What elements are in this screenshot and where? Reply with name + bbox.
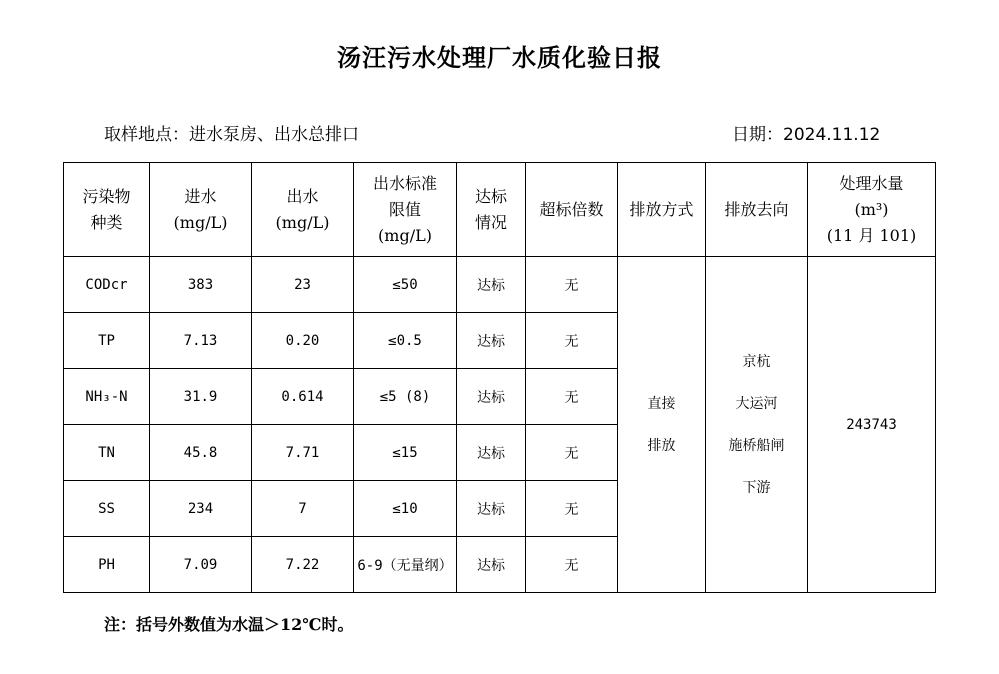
status-cell: 达标 [457,537,526,593]
effluent-cell: 0.614 [252,369,354,425]
standard-cell: ≤10 [354,481,457,537]
exceed-cell: 无 [526,257,618,313]
influent-cell: 45.8 [150,425,252,481]
discharge-method-cell: 直接 排放 [618,257,706,593]
standard-cell: 6-9（无量纲） [354,537,457,593]
effluent-cell: 0.20 [252,313,354,369]
water-quality-table [63,162,936,593]
sampling-location: 取样地点：进水泵房、出水总排口 [104,125,359,145]
influent-cell: 383 [150,257,252,313]
pollutant-cell: NH₃-N [64,369,150,425]
exceed-cell: 无 [526,537,618,593]
header-method: 排放方式 [618,163,706,257]
standard-cell: ≤0.5 [354,313,457,369]
header-volume: 处理水量 (m³) (11 月 101) [808,163,936,257]
standard-cell: ≤15 [354,425,457,481]
influent-cell: 234 [150,481,252,537]
header-pollutant: 污染物 种类 [64,163,150,257]
pollutant-cell: TP [64,313,150,369]
header-exceed: 超标倍数 [526,163,618,257]
standard-cell: ≤50 [354,257,457,313]
header-standard: 出水标准 限值 (mg/L) [354,163,457,257]
effluent-cell: 23 [252,257,354,313]
influent-cell: 7.09 [150,537,252,593]
effluent-cell: 7.22 [252,537,354,593]
header-influent: 进水 (mg/L) [150,163,252,257]
status-cell: 达标 [457,425,526,481]
pollutant-cell: CODcr [64,257,150,313]
report-title: 汤汪污水处理厂水质化验日报 [337,44,662,72]
header-effluent: 出水 (mg/L) [252,163,354,257]
pollutant-cell: TN [64,425,150,481]
report-date: 日期：2024.11.12 [732,125,881,145]
standard-cell: ≤5 (8) [354,369,457,425]
header-status: 达标 情况 [457,163,526,257]
header-row [64,163,936,257]
influent-cell: 31.9 [150,369,252,425]
discharge-direction-cell: 京杭 大运河 施桥船闸 下游 [706,257,808,593]
status-cell: 达标 [457,257,526,313]
treated-volume-cell: 243743 [808,257,936,593]
status-cell: 达标 [457,481,526,537]
status-cell: 达标 [457,313,526,369]
table-row [64,257,936,313]
effluent-cell: 7.71 [252,425,354,481]
pollutant-cell: SS [64,481,150,537]
influent-cell: 7.13 [150,313,252,369]
exceed-cell: 无 [526,313,618,369]
effluent-cell: 7 [252,481,354,537]
footnote: 注：括号外数值为水温＞12℃时。 [104,615,354,634]
pollutant-cell: PH [64,537,150,593]
exceed-cell: 无 [526,425,618,481]
exceed-cell: 无 [526,369,618,425]
header-direction: 排放去向 [706,163,808,257]
exceed-cell: 无 [526,481,618,537]
status-cell: 达标 [457,369,526,425]
